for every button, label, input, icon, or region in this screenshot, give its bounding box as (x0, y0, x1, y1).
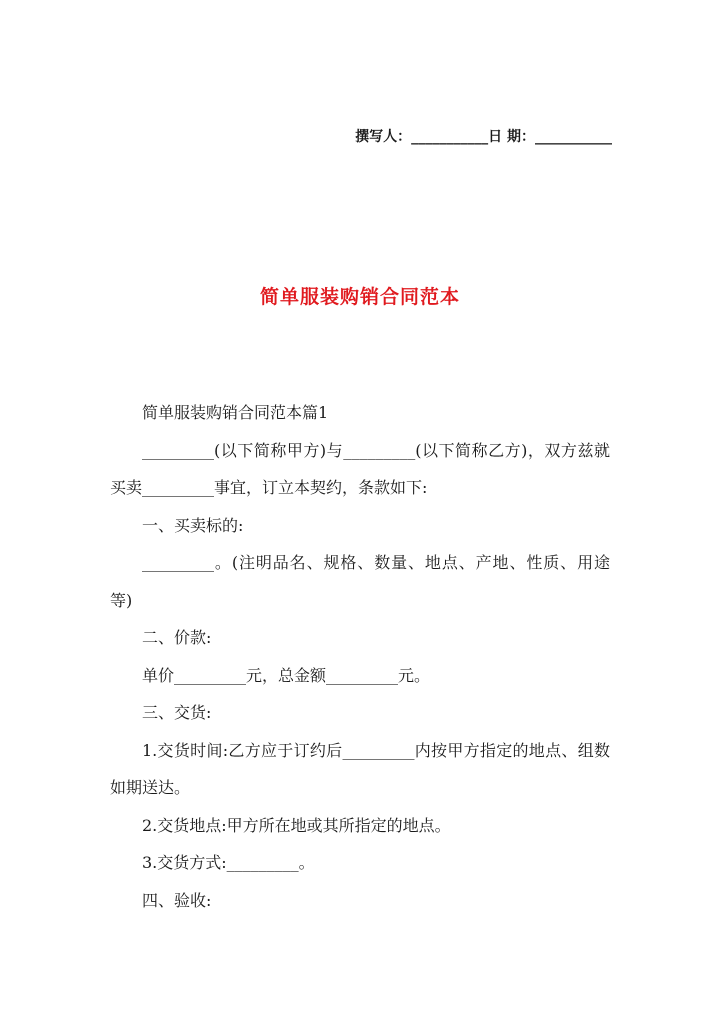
contract-body (110, 394, 610, 919)
author-date-line: 撰写人：___________日 期：___________ (355, 129, 612, 145)
delivery-place: 2.交货地点:甲方所在地或其所指定的地点。 (142, 815, 451, 835)
clause-heading-delivery: 三、交货: (142, 703, 212, 722)
section-heading-part-1: 简单服装购销合同范本篇1 (142, 403, 329, 422)
subject-detail: _________。(注明品名、规格、数量、地点、产地、性质、用途等) (110, 553, 610, 610)
parties-clause: _________(以下简称甲方)与_________(以下简称乙方)，双方兹就买卖_________事宜，订立本契约，条款如下: (110, 440, 610, 497)
delivery-time: 1.交货时间:乙方应于订约后_________内按甲方指定的地点、组数如期送达。 (110, 740, 610, 797)
price-detail: 单价_________元，总金额_________元。 (142, 665, 431, 685)
clause-heading-acceptance: 四、验收: (142, 890, 212, 910)
document-title: 简单服装购销合同范本 (259, 286, 460, 308)
delivery-method: 3.交货方式:_________。 (142, 853, 315, 872)
clause-heading-subject: 一、买卖标的: (142, 515, 244, 535)
clause-heading-price: 二、价款: (142, 628, 212, 647)
